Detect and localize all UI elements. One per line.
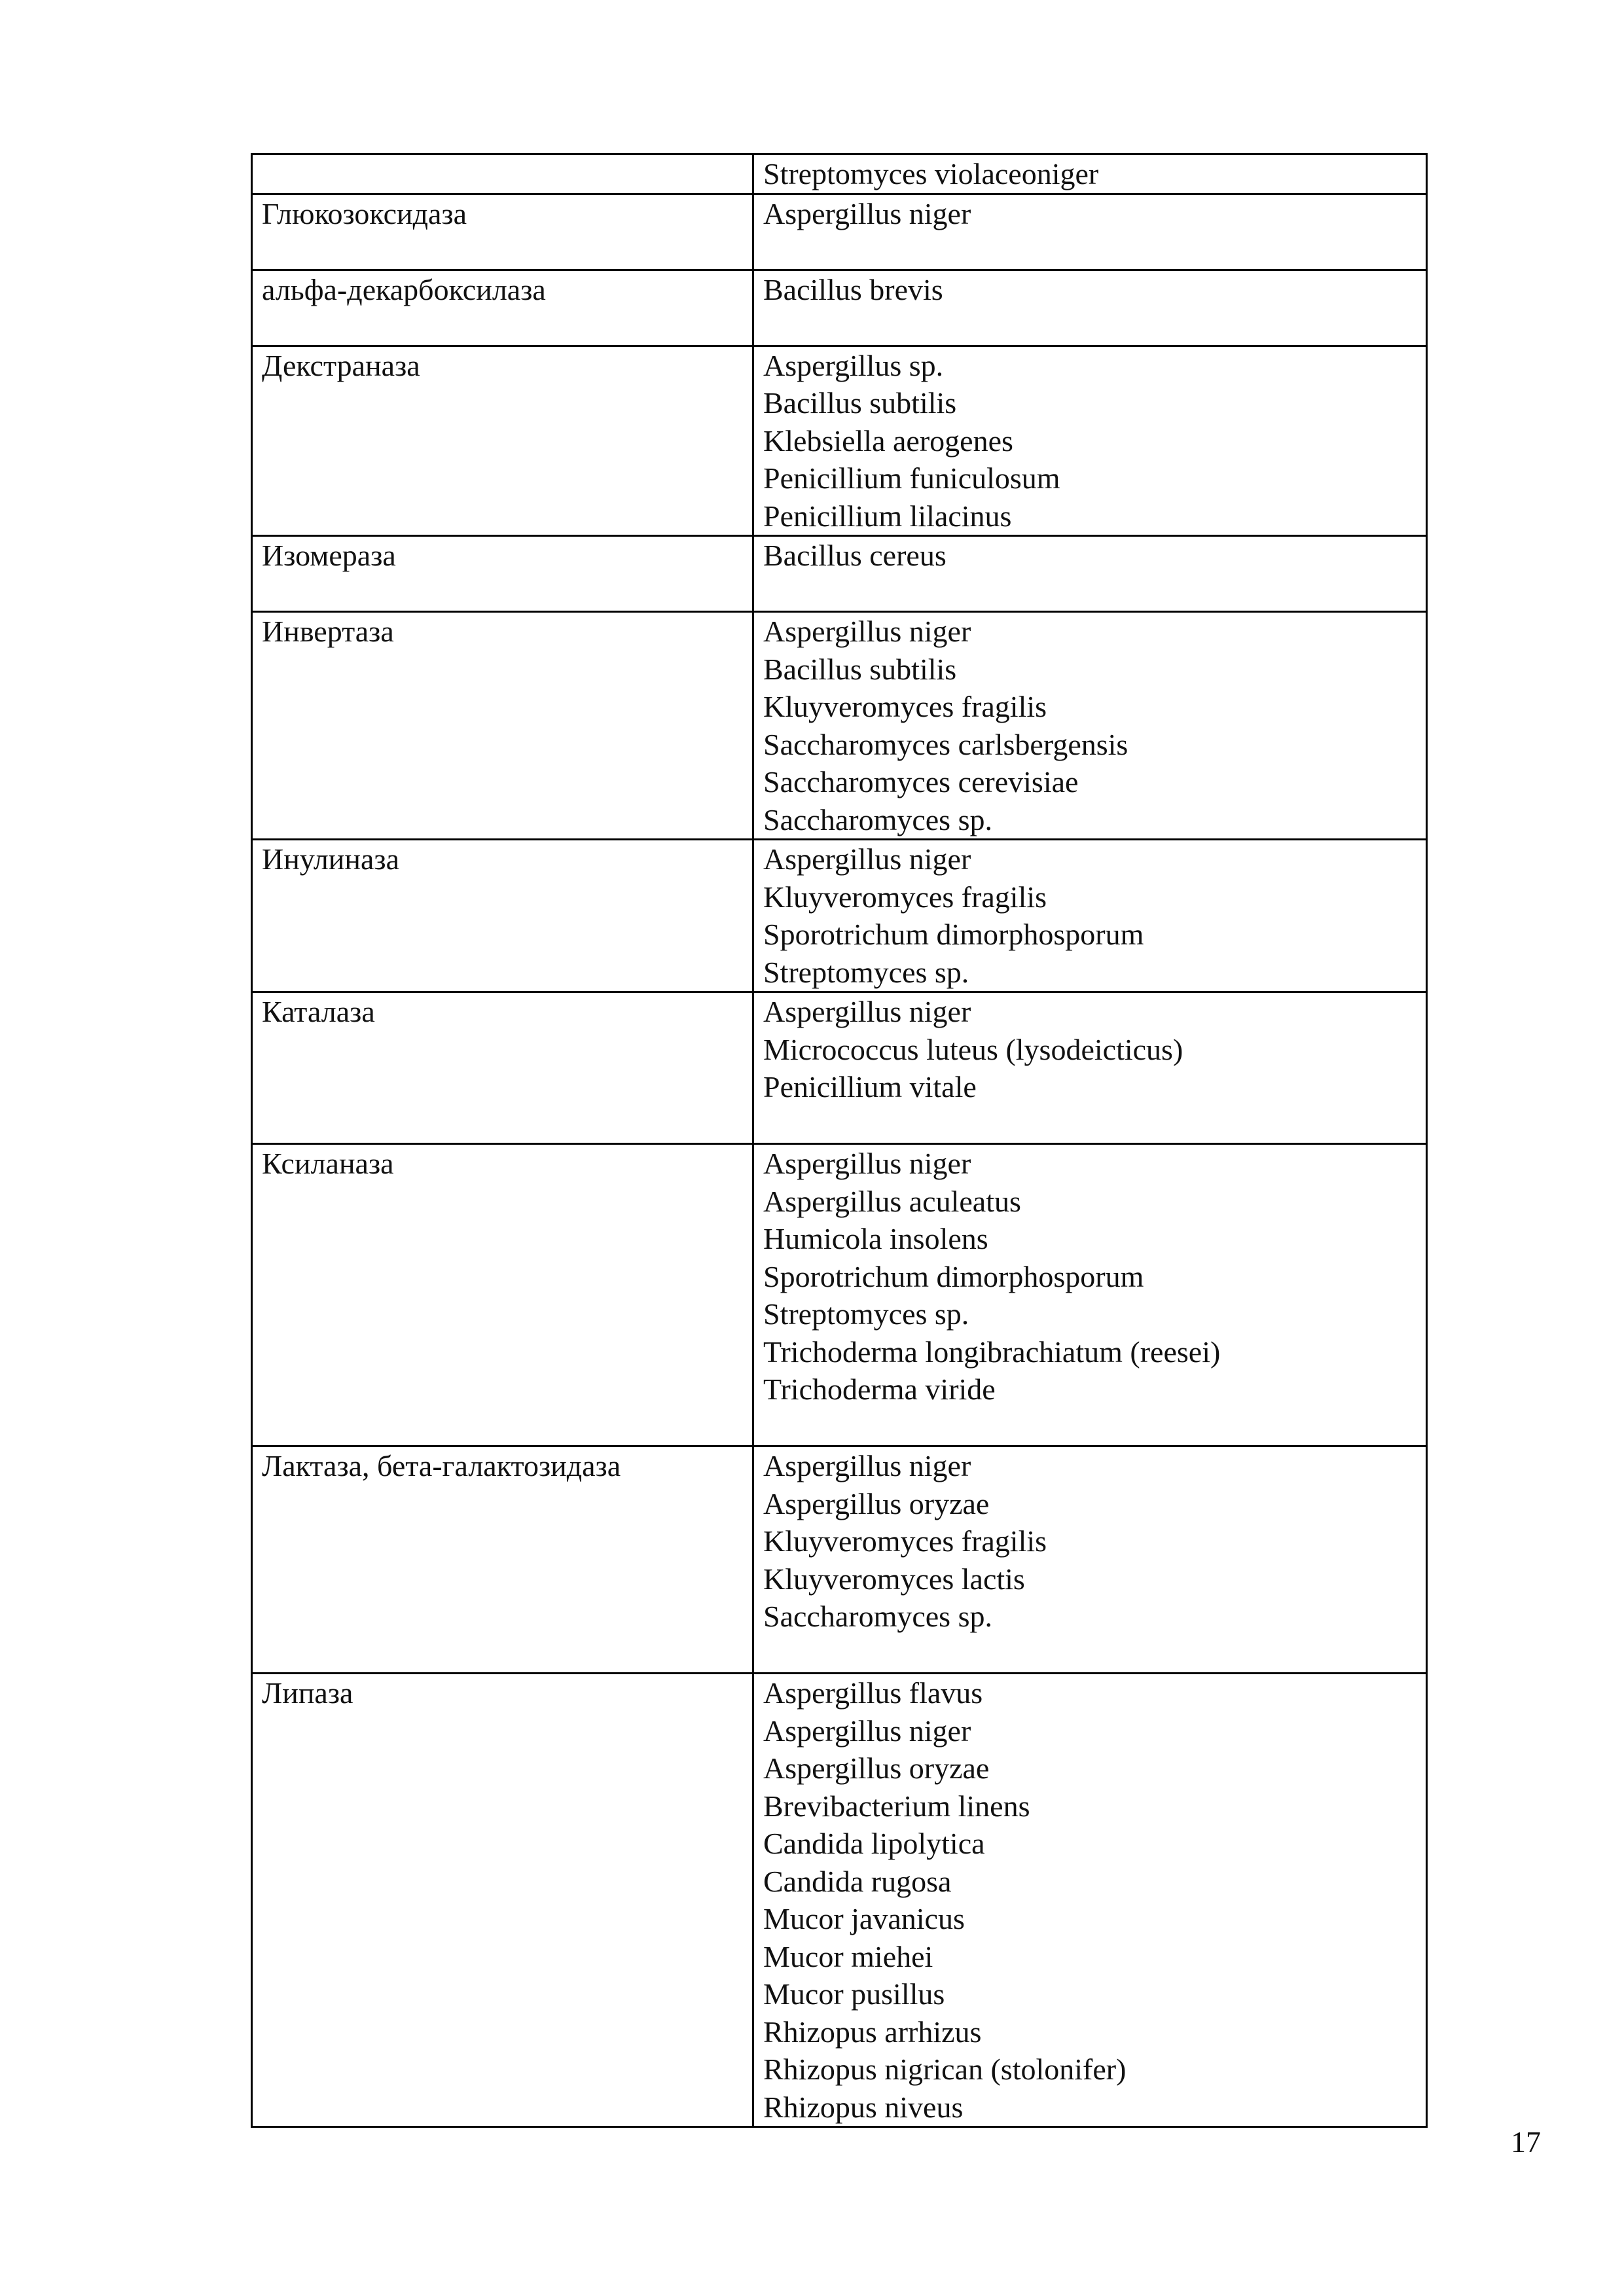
organism-name: Aspergillus niger — [763, 196, 971, 230]
enzyme-cell: Инвертаза — [252, 612, 753, 840]
table-row — [252, 840, 1427, 992]
page-number: 17 — [1511, 2125, 1541, 2159]
enzyme-cell: Глюкозоксидаза — [252, 194, 753, 270]
organism-name: Aspergillus niger — [763, 995, 971, 1028]
enzyme-organism-table — [251, 153, 1428, 2128]
enzyme-cell — [252, 154, 753, 194]
organism-name: Penicillium vitale — [763, 1070, 977, 1103]
organism-name: Humicola insolens — [763, 1222, 988, 1255]
organism-name: Penicillium lilacinus — [763, 499, 1012, 533]
organism-name: Klebsiella aerogenes — [763, 423, 1013, 457]
organism-name: Kluyveromyces lactis — [763, 1562, 1025, 1596]
organisms-cell — [753, 536, 1427, 612]
organism-name: Kluyveromyces fragilis — [763, 1524, 1047, 1558]
enzyme-cell: Инулиназа — [252, 840, 753, 992]
organism-name: Micrococcus luteus (lysodeicticus) — [763, 1032, 1183, 1066]
organism-name: Aspergillus niger — [763, 1713, 971, 1748]
organisms-cell — [753, 346, 1427, 536]
enzyme-cell: Лактаза, бета-галактозидаза — [252, 1446, 753, 1674]
organism-name: Saccharomyces sp. — [763, 1600, 992, 1633]
table-body — [252, 154, 1427, 2127]
organisms-cell — [753, 270, 1427, 346]
organism-name: Bacillus cereus — [763, 539, 947, 572]
table-row — [252, 1144, 1427, 1446]
organism-name: Rhizopus niveus — [763, 2090, 964, 2124]
organisms-cell — [753, 1674, 1427, 2127]
organism-name: Aspergillus niger — [763, 1147, 971, 1180]
organism-name: Bacillus subtilis — [763, 652, 957, 686]
organism-name: Streptomyces sp. — [763, 1297, 969, 1331]
organism-name: Candida lipolytica — [763, 1827, 985, 1860]
organisms-cell — [753, 992, 1427, 1144]
organism-name: Kluyveromyces fragilis — [763, 880, 1047, 914]
organism-name: Rhizopus nigrican (stolonifer) — [763, 2053, 1127, 2086]
organism-name: Streptomyces sp. — [763, 955, 969, 989]
organism-name: Rhizopus arrhizus — [763, 2015, 982, 2049]
organism-name: Brevibacterium linens — [763, 1789, 1030, 1823]
organism-name: Aspergillus sp. — [763, 348, 944, 382]
organism-name: Sporotrichum dimorphosporum — [763, 918, 1144, 951]
organism-name: Aspergillus flavus — [763, 1676, 983, 1710]
organism-name: Aspergillus niger — [763, 842, 971, 876]
organisms-cell — [753, 194, 1427, 270]
organism-name: Aspergillus niger — [763, 1449, 971, 1482]
table-row — [252, 992, 1427, 1144]
enzyme-cell: Изомераза — [252, 536, 753, 612]
organism-name: Streptomyces violaceoniger — [763, 157, 1099, 190]
organism-name: Bacillus subtilis — [763, 386, 957, 420]
organism-name: Mucor javanicus — [763, 1902, 965, 1935]
organism-name: Mucor pusillus — [763, 1977, 945, 2011]
organism-name: Mucor miehei — [763, 1939, 933, 1973]
organism-name: Saccharomyces carlsbergensis — [763, 727, 1128, 761]
organisms-cell — [753, 612, 1427, 840]
enzyme-cell: Ксиланаза — [252, 1144, 753, 1446]
table-row — [252, 270, 1427, 346]
table-row — [252, 1674, 1427, 2127]
organism-name: Saccharomyces sp. — [763, 802, 992, 836]
organism-name: Trichoderma longibrachiatum (reesei) — [763, 1335, 1221, 1369]
enzyme-cell: альфа-декарбоксилаза — [252, 270, 753, 346]
organism-name: Aspergillus niger — [763, 615, 971, 648]
enzyme-cell: Липаза — [252, 1674, 753, 2127]
table-row — [252, 346, 1427, 536]
organism-name: Kluyveromyces fragilis — [763, 690, 1047, 723]
organisms-cell — [753, 1446, 1427, 1674]
table-row — [252, 612, 1427, 840]
organisms-cell — [753, 1144, 1427, 1446]
organism-name: Aspergillus aculeatus — [763, 1184, 1021, 1218]
organisms-cell — [753, 840, 1427, 992]
organism-name: Penicillium funiculosum — [763, 461, 1060, 495]
organism-name: Saccharomyces cerevisiae — [763, 765, 1079, 798]
organism-name: Trichoderma viride — [763, 1372, 996, 1406]
organism-name: Aspergillus oryzae — [763, 1486, 990, 1520]
table-row — [252, 1446, 1427, 1674]
organism-name: Aspergillus oryzae — [763, 1751, 990, 1785]
organism-name: Sporotrichum dimorphosporum — [763, 1259, 1144, 1293]
table-row — [252, 194, 1427, 270]
table-row — [252, 536, 1427, 612]
enzyme-cell: Каталаза — [252, 992, 753, 1144]
enzyme-cell: Декстраназа — [252, 346, 753, 536]
organism-name: Bacillus brevis — [763, 272, 943, 306]
organism-name: Candida rugosa — [763, 1864, 952, 1898]
table-row — [252, 154, 1427, 194]
organisms-cell — [753, 154, 1427, 194]
